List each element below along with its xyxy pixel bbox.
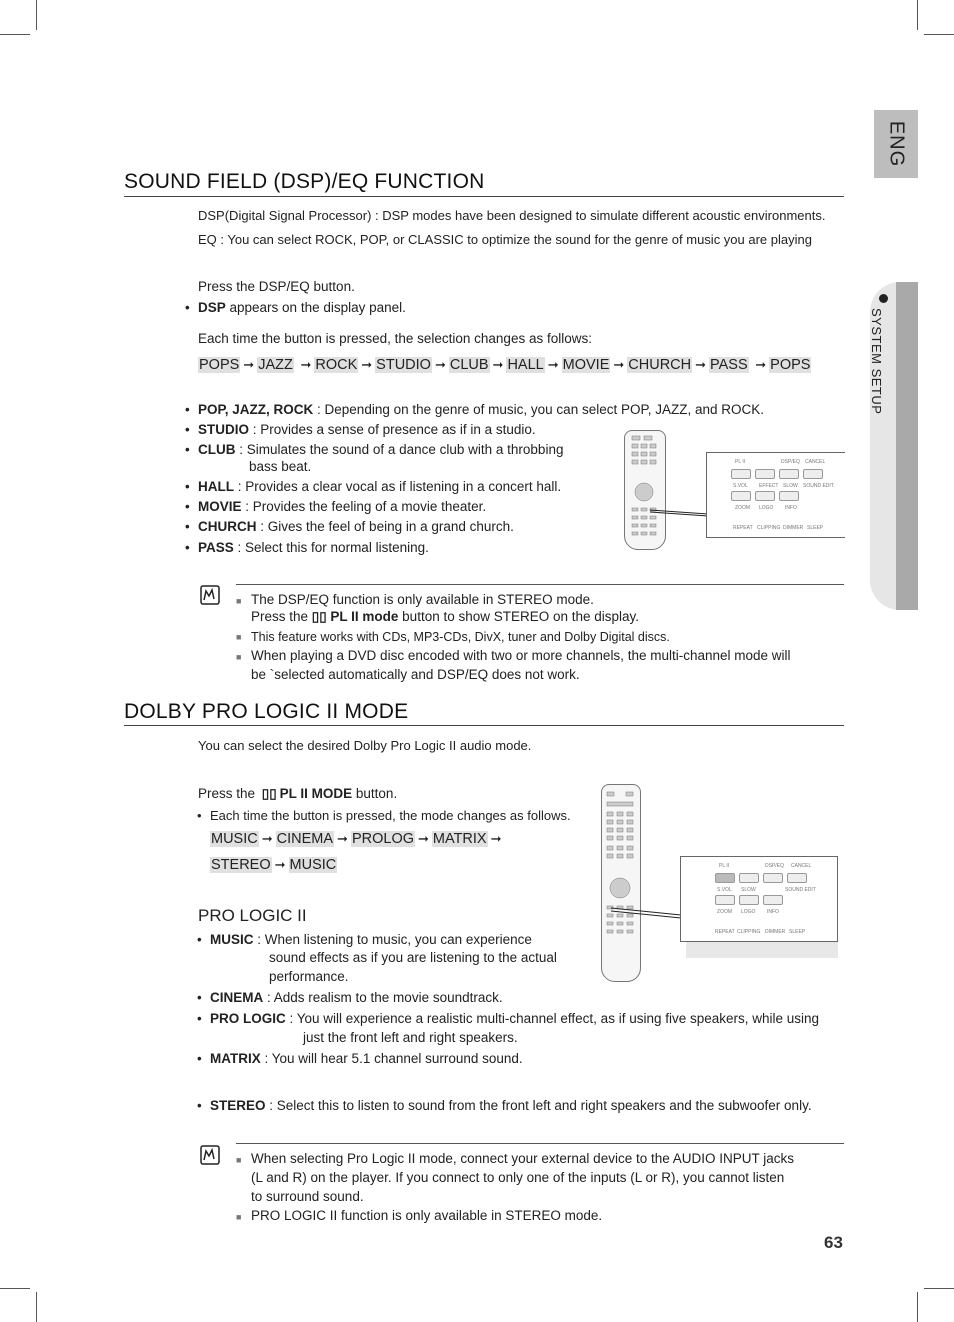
term: MATRIX — [210, 1051, 261, 1066]
crop-mark — [917, 0, 918, 30]
dolby-mode-cont: performance. — [269, 969, 349, 984]
remote-button — [787, 873, 807, 883]
page-number: 63 — [824, 1233, 843, 1252]
remote-button — [739, 873, 759, 883]
flow-item: CINEMA — [276, 831, 334, 847]
note-rule — [236, 584, 844, 585]
dolby-mode-item — [210, 1051, 523, 1066]
note-icon — [200, 585, 220, 605]
remote-label: REPEAT — [733, 525, 753, 531]
dolby-mode-item — [210, 932, 532, 947]
dsp-intro-2: EQ : You can select ROCK, POP, or CLASSIC to optimize the sound for the genre of music you are playing — [198, 232, 812, 247]
remote-button — [739, 895, 759, 905]
remote-label: S.VOL — [717, 887, 732, 893]
text: Press the — [251, 609, 312, 624]
desc: : Depending on the genre of music, you can select POP, JAZZ, and ROCK. — [313, 402, 765, 417]
desc: : You will experience a realistic multi-channel effect, as if using five speakers, while using — [285, 1011, 820, 1026]
dolby-mode-cont: just the front left and right speakers. — [303, 1030, 518, 1045]
dolby-intro: You can select the desired Dolby Pro Logic II audio mode. — [198, 738, 532, 753]
crop-mark — [0, 34, 30, 35]
flow-item: PASS — [710, 357, 748, 373]
dsp-mode-item — [198, 479, 561, 494]
dolby-mode-item — [210, 990, 503, 1005]
remote-label: CANCEL — [805, 459, 826, 465]
remote-label: LOGO — [741, 909, 756, 915]
flow-item: ROCK — [315, 357, 358, 373]
dolby-icon: ▯▯ — [311, 609, 327, 624]
note-square-icon: ■ — [236, 1155, 242, 1165]
dsp-mode-cont: bass beat. — [249, 459, 312, 474]
dolby-note-1a: When selecting Pro Logic II mode, connect your external device to the AUDIO INPUT jacks — [251, 1151, 795, 1166]
remote-label: INFO — [767, 909, 779, 915]
flow-item: PROLOG — [351, 831, 414, 847]
remote-zoom-panel — [706, 452, 845, 538]
remote-button — [779, 469, 799, 479]
remote-label: SLOW — [741, 887, 756, 893]
flow-item: HALL — [507, 357, 544, 373]
flow-item: MATRIX — [432, 831, 487, 847]
remote-label: ZOOM — [717, 909, 732, 915]
note-square-icon: ■ — [236, 596, 242, 606]
term: MOVIE — [198, 499, 242, 514]
term: PASS — [198, 540, 234, 555]
desc: : Provides the feeling of a movie theater. — [241, 499, 487, 514]
desc: : Gives the feel of being in a grand church. — [256, 519, 514, 534]
remote-button — [731, 491, 751, 501]
button-name: PL II MODE — [279, 786, 353, 801]
dolby-title: DOLBY PRO LOGIC II MODE — [124, 700, 409, 723]
note-square-icon: ■ — [236, 652, 242, 662]
dolby-mode-flow-1: MUSIC ➞ CINEMA ➞ PROLOG ➞ MATRIX ➞ — [211, 831, 502, 847]
desc: : Select this to listen to sound from the front left and right speakers and the subwoofer only. — [265, 1098, 812, 1113]
term: STUDIO — [198, 422, 250, 437]
note-square-icon: ■ — [236, 632, 242, 642]
remote-label: SLEEP — [789, 929, 806, 935]
remote-label: ZOOM — [735, 505, 750, 511]
remote-button — [755, 469, 775, 479]
remote-label: CANCEL — [791, 863, 812, 869]
remote-label: DIMMER — [783, 525, 804, 531]
dsp-note-1: The DSP/EQ function is only available in STEREO mode. — [251, 592, 594, 607]
desc: : Simulates the sound of a dance club with a throbbing — [235, 442, 564, 457]
dsp-note-1b — [251, 609, 639, 625]
dsp-mode-item — [198, 422, 536, 437]
remote-label: DSP/EQ — [781, 459, 800, 465]
crop-mark — [36, 0, 37, 30]
flow-item: JAZZ — [258, 357, 293, 373]
dsp-note-3b: be `selected automatically and DSP/EQ does not work. — [251, 667, 580, 682]
dsp-intro-1: DSP(Digital Signal Processor) : DSP modes have been designed to simulate different acoustic environments. — [198, 208, 826, 223]
dolby-mode-cont: sound effects as if you are listening to the actual — [269, 950, 557, 965]
bullet-icon — [879, 294, 888, 303]
remote-label: SLOW — [783, 483, 798, 489]
remote-label: SOUND EDIT — [803, 483, 834, 489]
language-tab — [874, 110, 918, 178]
crop-mark — [36, 1292, 37, 1322]
dsp-display-line — [198, 300, 406, 315]
language-label: ENG — [885, 120, 908, 168]
button-name: PL II mode — [330, 609, 399, 624]
title-rule — [124, 196, 844, 197]
term: PRO LOGIC — [210, 1011, 286, 1026]
remote-button — [763, 873, 783, 883]
flow-item: CHURCH — [628, 357, 692, 373]
flow-item: MUSIC — [289, 857, 337, 873]
dolby-mode-item — [210, 1098, 812, 1113]
crop-mark — [0, 1288, 30, 1289]
dsp-mode-item — [198, 442, 563, 457]
dsp-note-2: This feature works with CDs, MP3-CDs, DivX, tuner and Dolby Digital discs. — [251, 630, 670, 644]
dolby-mode-item — [210, 1011, 819, 1026]
dolby-icon: ▯▯ — [261, 786, 277, 801]
remote-button — [779, 491, 799, 501]
remote-button — [731, 469, 751, 479]
title-rule — [124, 725, 844, 726]
remote-label: S.VOL — [733, 483, 748, 489]
dolby-note-2: PRO LOGIC II function is only available in STEREO mode. — [251, 1208, 603, 1223]
remote-button — [763, 895, 783, 905]
remote-button — [803, 469, 823, 479]
flow-item: MUSIC — [211, 831, 258, 847]
desc: appears on the display panel. — [225, 300, 406, 315]
desc: : When listening to music, you can experience — [253, 932, 532, 947]
remote-label: DIMMER — [765, 929, 786, 935]
dsp-mode-item — [198, 540, 429, 555]
remote-button — [715, 895, 735, 905]
dolby-press — [198, 786, 397, 802]
flow-item: POPS — [199, 357, 240, 373]
text: button. — [352, 786, 398, 801]
dolby-note-1b: (L and R) on the player. If you connect to only one of the inputs (L or R), you cannot listen — [251, 1170, 785, 1185]
dsp-press: Press the DSP/EQ button. — [198, 279, 355, 294]
term: DSP — [198, 300, 226, 315]
remote-button — [715, 873, 735, 883]
remote-label: REPEAT — [715, 929, 735, 935]
term: HALL — [198, 479, 234, 494]
remote-label: PL II — [719, 863, 730, 869]
flow-item: MOVIE — [562, 357, 610, 373]
term: STEREO — [210, 1098, 266, 1113]
desc: : Adds realism to the movie soundtrack. — [263, 990, 503, 1005]
remote-label: CLIPPING — [757, 525, 781, 531]
dsp-note-3a: When playing a DVD disc encoded with two or more channels, the multi-channel mode will — [251, 648, 791, 663]
crop-mark — [917, 1292, 918, 1322]
desc: : Provides a clear vocal as if listening in a concert hall. — [234, 479, 562, 494]
remote-label: SLEEP — [807, 525, 824, 531]
text: Press the — [198, 786, 259, 801]
dolby-each-time: • Each time the button is pressed, the mode changes as follows. — [210, 808, 571, 823]
remote-label: EFFECT — [759, 483, 779, 489]
dsp-title: SOUND FIELD (DSP)/EQ FUNCTION — [124, 170, 485, 193]
remote-button — [755, 491, 775, 501]
term: CLUB — [198, 442, 236, 457]
term: CHURCH — [198, 519, 257, 534]
dsp-mode-flow: POPS ➞ JAZZ ➞ ROCK ➞ STUDIO ➞ CLUB ➞ HALL ➞ MOVIE ➞ CHURCH ➞ PASS ➞ POPS — [199, 357, 811, 373]
dsp-mode-item — [198, 499, 486, 514]
remote-label: INFO — [785, 505, 797, 511]
note-square-icon: ■ — [236, 1212, 242, 1222]
term: MUSIC — [210, 932, 254, 947]
pro-logic-subtitle: PRO LOGIC II — [198, 906, 307, 925]
remote-label: PL II — [735, 459, 746, 465]
note-rule — [236, 1143, 844, 1144]
dolby-mode-flow-2: STEREO ➞ MUSIC — [211, 857, 337, 873]
note-icon — [200, 1145, 220, 1165]
text: button to show STEREO on the display. — [398, 609, 640, 624]
remote-label: DSP/EQ — [765, 863, 784, 869]
desc: : Select this for normal listening. — [233, 540, 429, 555]
section-label: SYSTEM SETUP — [869, 308, 884, 415]
flow-item: STUDIO — [376, 357, 431, 373]
remote-zoom-panel — [680, 856, 838, 942]
remote-label: SOUND EDIT — [785, 887, 816, 893]
desc: : Provides a sense of presence as if in a studio. — [249, 422, 536, 437]
dolby-note-1c: to surround sound. — [251, 1189, 364, 1204]
dsp-mode-item — [198, 519, 514, 534]
crop-mark — [924, 34, 954, 35]
flow-item: STEREO — [211, 857, 271, 873]
dsp-mode-item — [198, 402, 764, 417]
dsp-each-time: Each time the button is pressed, the selection changes as follows: — [198, 331, 592, 346]
crop-mark — [924, 1288, 954, 1289]
term: POP, JAZZ, ROCK — [198, 402, 314, 417]
desc: : You will hear 5.1 channel surround sound. — [260, 1051, 523, 1066]
remote-label: LOGO — [759, 505, 774, 511]
remote-label: CLIPPING — [737, 929, 761, 935]
term: CINEMA — [210, 990, 264, 1005]
flow-item: CLUB — [449, 357, 489, 373]
section-tab-bar — [896, 282, 918, 610]
flow-item: POPS — [770, 357, 811, 373]
